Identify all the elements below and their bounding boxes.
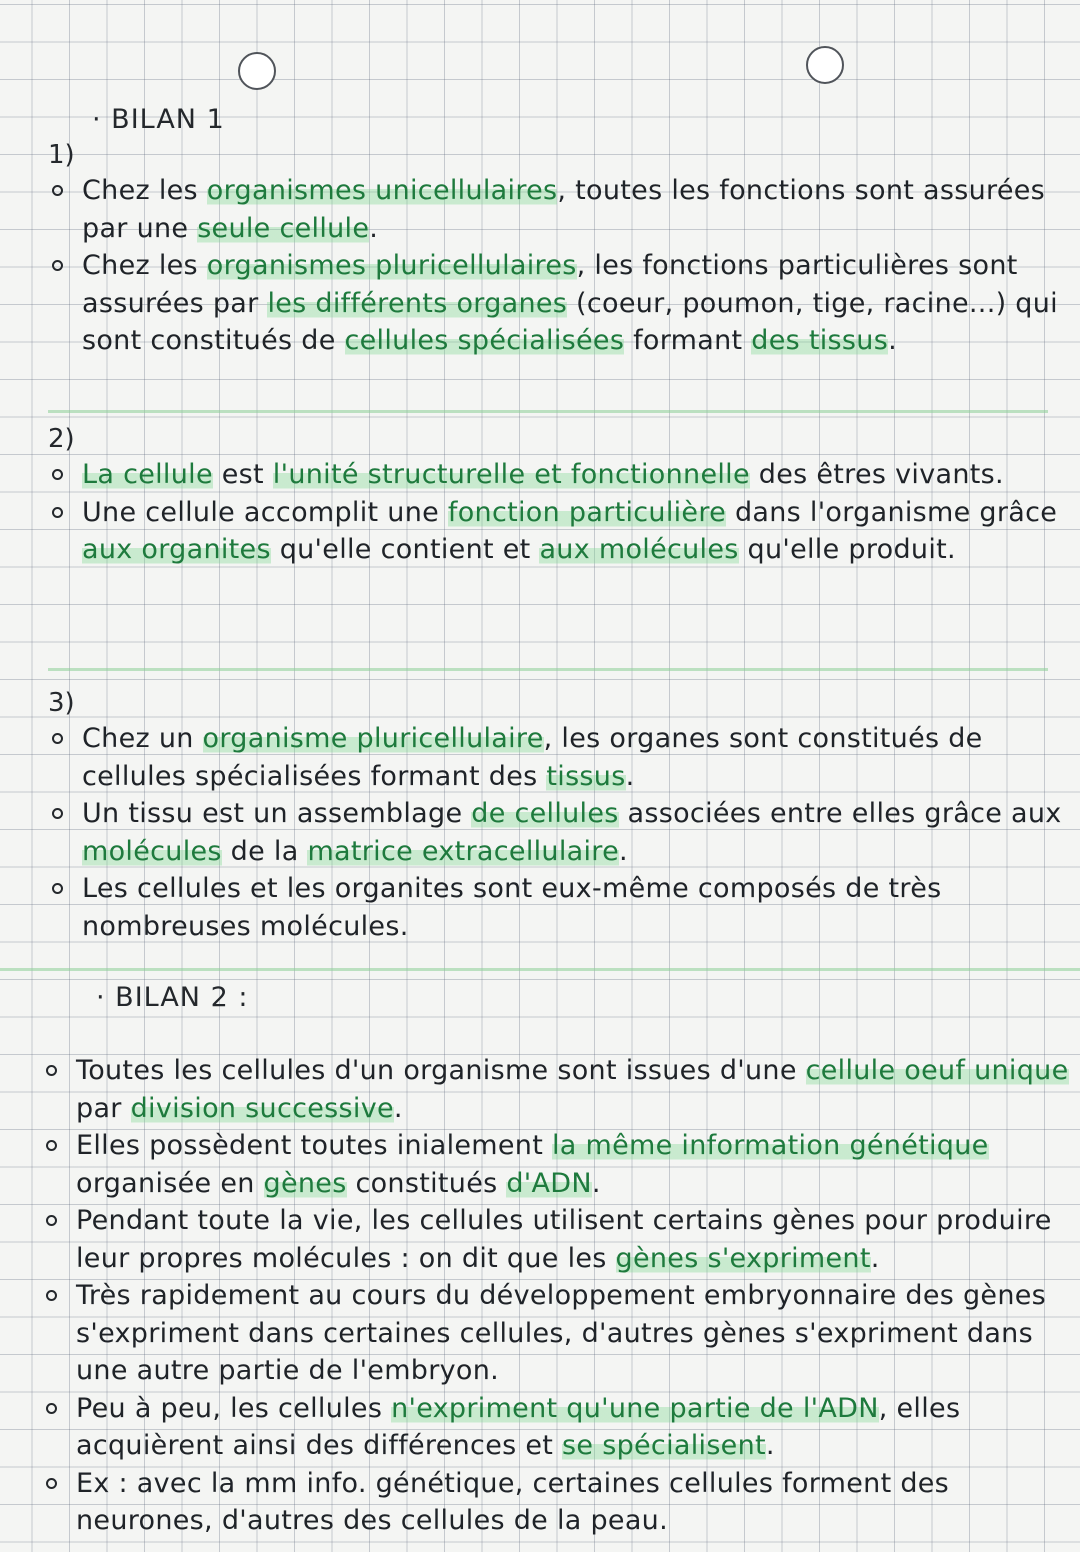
highlighted-term: La cellule: [82, 459, 213, 490]
list-item: [48, 247, 1063, 360]
highlighted-term: l'unité structurelle et fonctionnelle: [272, 459, 750, 490]
item-text: associées entre elles grâce aux: [618, 798, 1062, 829]
bullet-icon: [52, 469, 63, 480]
bilan2-section: [42, 1052, 1072, 1540]
item-text: Une cellule accomplit une: [82, 496, 448, 528]
list-item: [48, 456, 1063, 494]
binder-hole-right: [806, 46, 844, 84]
item-text: , toutes les fonctions sont assurées par une: [82, 175, 1046, 244]
item-text: .: [393, 1092, 403, 1124]
highlighted-term: fonction particulière: [447, 496, 727, 528]
item-text: des êtres vivants.: [749, 459, 1004, 490]
item-text: Les cellules et les organites sont eux-même composés de très nombreuses molécules.: [82, 873, 942, 942]
bilan1-title-block: [92, 104, 225, 135]
section-divider: [0, 968, 1080, 971]
bullet-icon: [46, 1290, 57, 1301]
highlighted-term: aux molécules: [539, 534, 739, 565]
item-text: Chez les: [82, 250, 207, 281]
bilan1-section-2: [48, 424, 1063, 569]
bilan2-title-block: [96, 982, 248, 1013]
item-text: formant: [624, 325, 752, 356]
section-number: 2): [48, 424, 75, 454]
item-text: Très rapidement au cours du développement embryonnaire des gènes s'expriment dans certaines cellules, d'autres gènes s'expriment dans une autre partie de l'embryon.: [76, 1280, 1047, 1386]
item-text: .: [369, 212, 379, 244]
highlighted-term: seule cellule: [197, 212, 370, 244]
bullet-icon: [46, 1065, 57, 1076]
list-item: [42, 1465, 1072, 1540]
bullet-icon: [46, 1215, 57, 1226]
item-text: qu'elle contient et: [270, 534, 540, 565]
item-text: de la: [221, 835, 308, 867]
highlighted-term: des tissus: [751, 325, 889, 356]
item-text: qu'elle produit.: [738, 534, 956, 565]
bilan2-items: [42, 1052, 1072, 1540]
list-item: [48, 720, 1063, 795]
bullet-icon: [52, 883, 63, 894]
section-2-items: [48, 456, 1063, 569]
binder-hole-left: [238, 52, 276, 90]
item-text: est: [212, 459, 273, 490]
item-text: Ex : avec la mm info. génétique, certaines cellules forment des neurones, d'autres des cellules de la peau.: [76, 1467, 950, 1536]
item-text: Chez un: [82, 723, 203, 754]
highlighted-term: matrice extracellulaire: [307, 835, 619, 867]
item-text: .: [625, 760, 635, 792]
highlighted-term: organismes unicellulaires: [206, 175, 558, 206]
section-1-items: [48, 172, 1063, 360]
item-text: Pendant toute la vie, les cellules utilisent certains gènes pour produire leur propres molécules : on dit que les: [76, 1205, 1052, 1274]
list-item: [42, 1052, 1072, 1127]
list-item: [48, 172, 1063, 247]
item-text: .: [888, 325, 897, 356]
section-number: 3): [48, 688, 75, 718]
highlighted-term: tissus: [546, 760, 626, 792]
item-text: Chez les: [82, 175, 207, 206]
list-item: [48, 494, 1063, 569]
item-text: (coeur, poumon, tige, racine...) qui sont constitués de: [82, 287, 1058, 356]
bullet-icon: [52, 733, 63, 744]
bilan1-section-1: [48, 140, 1063, 360]
highlighted-term: organismes pluricellulaires: [206, 250, 577, 281]
highlighted-term: cellules spécialisées: [344, 325, 625, 356]
item-text: par: [76, 1092, 131, 1124]
list-item: [48, 870, 1063, 945]
bullet-icon: [52, 185, 63, 196]
item-text: .: [870, 1242, 880, 1274]
item-text: , elles acquièrent ainsi des différences et: [76, 1392, 961, 1461]
highlighted-term: n'expriment qu'une partie de l'ADN: [391, 1392, 879, 1424]
section-3-items: [48, 720, 1063, 945]
bullet-icon: [52, 808, 63, 819]
list-item: [42, 1127, 1072, 1202]
highlighted-term: d'ADN: [506, 1167, 592, 1199]
bullet-icon: [46, 1140, 57, 1151]
highlighted-term: division successive: [130, 1092, 394, 1124]
item-text: Toutes les cellules d'un organisme sont issues d'une: [76, 1055, 806, 1086]
list-item: [42, 1390, 1072, 1465]
bilan2-title: · BILAN 2 :: [96, 982, 249, 1013]
item-text: .: [765, 1430, 775, 1461]
item-text: Un tissu est un assemblage: [82, 798, 472, 829]
section-divider: [48, 668, 1048, 671]
section-divider: [48, 410, 1048, 413]
item-text: .: [619, 835, 628, 867]
highlighted-term: de cellules: [471, 798, 619, 829]
item-text: dans l'organisme grâce: [726, 496, 1058, 528]
list-item: [48, 795, 1063, 870]
highlighted-term: molécules: [82, 835, 222, 867]
item-text: , les fonctions particulières sont assurées par: [82, 250, 1018, 319]
item-text: organisée en: [76, 1167, 264, 1199]
bullet-icon: [52, 260, 63, 271]
list-item: [42, 1202, 1072, 1277]
highlighted-term: la même information génétique: [552, 1130, 989, 1161]
highlighted-term: se spécialisent: [562, 1430, 766, 1461]
bullet-icon: [52, 507, 63, 518]
item-text: Peu à peu, les cellules: [76, 1392, 392, 1424]
item-text: Elles possèdent toutes inialement: [76, 1130, 552, 1161]
bullet-icon: [46, 1403, 57, 1414]
bilan1-section-3: [48, 688, 1063, 945]
highlighted-term: aux organites: [82, 534, 271, 565]
section-number: 1): [48, 140, 75, 170]
list-item: [42, 1277, 1072, 1390]
bullet-icon: [46, 1478, 57, 1489]
highlighted-term: organisme pluricellulaire: [202, 723, 544, 754]
bilan1-title: · BILAN 1: [92, 104, 225, 135]
highlighted-term: gènes s'expriment: [615, 1242, 871, 1274]
highlighted-term: cellule oeuf unique: [805, 1055, 1069, 1086]
highlighted-term: gènes: [263, 1167, 347, 1199]
item-text: constitués: [346, 1167, 507, 1199]
item-text: , les organes sont constitués de cellules spécialisées formant des: [82, 723, 983, 792]
highlighted-term: les différents organes: [267, 287, 568, 319]
item-text: .: [591, 1167, 601, 1199]
